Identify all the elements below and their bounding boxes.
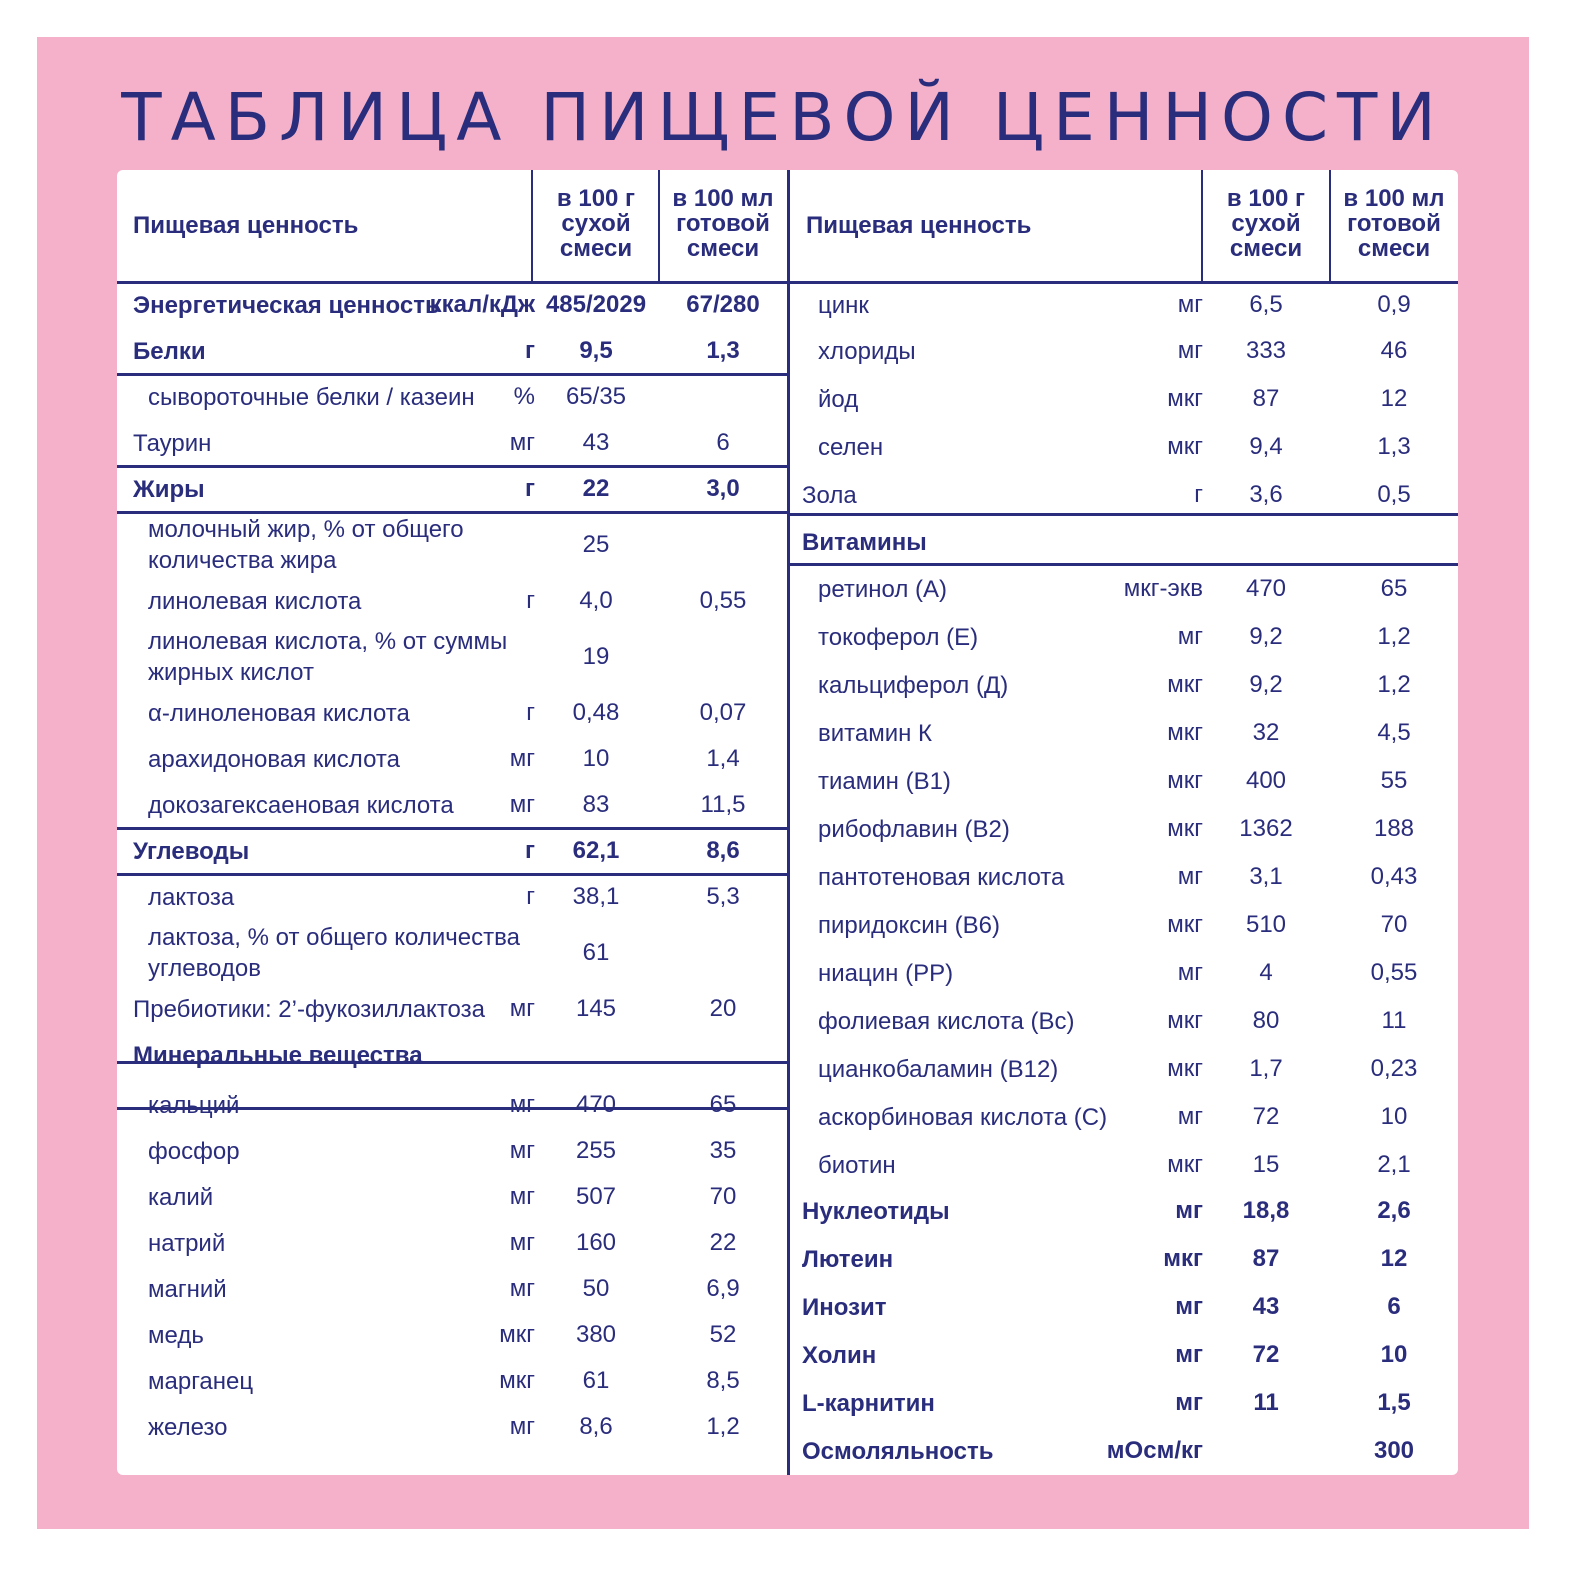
nutrient-name: Таурин	[133, 429, 212, 457]
value-ready: 12	[1380, 385, 1408, 412]
value-ready: 188	[1373, 815, 1415, 842]
table-row	[790, 614, 1458, 660]
value-dry: 72	[1252, 1341, 1280, 1368]
value-dry: 3,1	[1249, 863, 1283, 890]
value-ready: 67/280	[686, 291, 760, 318]
nutrient-name: лактоза, % от общего количества углеводов	[148, 924, 520, 982]
table-row	[790, 902, 1458, 948]
value-ready: 35	[709, 1137, 737, 1164]
value-dry: 50	[582, 1275, 610, 1302]
value-ready: 0,5	[1377, 481, 1411, 508]
unit: мг	[1175, 1389, 1203, 1416]
table-row	[790, 376, 1458, 422]
table-row	[790, 518, 1458, 566]
value-dry: 510	[1245, 911, 1287, 938]
unit: мкг	[499, 1321, 535, 1348]
value-dry: 83	[582, 791, 610, 818]
unit: мкг	[1167, 385, 1203, 412]
value-ready: 0,55	[699, 587, 747, 614]
nutrient-name: пантотеновая кислота	[818, 863, 1065, 891]
value-ready: 0,23	[1370, 1055, 1418, 1082]
table-row	[790, 1428, 1458, 1474]
value-dry: 4,0	[579, 587, 613, 614]
value-dry: 72	[1252, 1103, 1280, 1130]
value-ready: 8,6	[706, 837, 740, 864]
value-dry: 6,5	[1249, 291, 1283, 318]
value-ready: 0,55	[1370, 959, 1418, 986]
value-dry: 10	[582, 745, 610, 772]
value-ready: 1,2	[1377, 623, 1411, 650]
nutrient-name: сывороточные белки / казеин	[148, 383, 475, 411]
nutrient-name: L-карнитин	[802, 1389, 935, 1417]
table-row	[117, 512, 787, 578]
nutrient-name: селен	[818, 433, 884, 461]
left-header	[117, 170, 787, 282]
table-row	[790, 328, 1458, 374]
table-row	[117, 782, 787, 828]
value-ready: 0,43	[1370, 863, 1418, 890]
unit: мг	[1175, 1293, 1203, 1320]
value-ready: 20	[709, 995, 737, 1022]
value-dry: 470	[1245, 575, 1287, 602]
unit: г	[525, 837, 535, 864]
nutrient-name: натрий	[148, 1229, 226, 1257]
unit: мг	[509, 1137, 535, 1164]
value-dry: 22	[582, 475, 610, 502]
unit: мг	[509, 1229, 535, 1256]
header-col-ready: в 100 мл готовой смеси	[672, 185, 774, 262]
value-dry	[1203, 518, 1329, 566]
value-ready: 55	[1380, 767, 1408, 794]
value-dry: 87	[1252, 385, 1280, 412]
nutrient-name: цианкобаламин (В12)	[818, 1055, 1059, 1083]
table-row	[117, 624, 787, 690]
table-row	[117, 1266, 787, 1312]
table-row	[117, 920, 787, 986]
nutrient-name: медь	[148, 1321, 204, 1349]
table-row	[117, 374, 787, 420]
unit: мкг	[1167, 1151, 1203, 1178]
unit: мг	[1175, 1341, 1203, 1368]
unit: мкг	[1167, 815, 1203, 842]
nutrient-name: Лютеин	[802, 1245, 894, 1273]
table-row	[117, 1220, 787, 1266]
value-dry: 1362	[1239, 815, 1293, 842]
nutrient-name: Зола	[802, 481, 857, 509]
value-ready: 22	[709, 1229, 737, 1256]
value-ready: 12	[1380, 1245, 1408, 1272]
value-ready: 65	[709, 1091, 737, 1118]
nutrient-name: линолевая кислота	[148, 587, 362, 615]
unit: мг	[509, 745, 535, 772]
value-ready: 5,3	[706, 883, 740, 910]
value-dry: 61	[582, 1367, 610, 1394]
nutrient-name: Холин	[802, 1341, 877, 1369]
unit: мг	[1175, 1197, 1203, 1224]
value-ready	[660, 920, 786, 986]
table-row	[117, 282, 787, 328]
value-ready: 1,2	[1377, 671, 1411, 698]
nutrient-name: цинк	[818, 291, 869, 319]
value-ready: 3,0	[706, 475, 740, 502]
nutrient-name: хлориды	[818, 337, 916, 365]
value-ready: 1,2	[706, 1413, 740, 1440]
value-ready: 70	[1380, 911, 1408, 938]
nutrient-name: токоферол (Е)	[818, 623, 979, 651]
right-header	[790, 170, 1458, 282]
value-dry: 145	[575, 995, 617, 1022]
nutrient-name: Энергетическая ценность	[133, 291, 440, 319]
table-row	[790, 854, 1458, 900]
nutrient-name: молочный жир, % от общего количества жира	[148, 516, 464, 574]
nutrient-name: Витамины	[802, 528, 927, 556]
unit: мг	[509, 791, 535, 818]
unit: г	[526, 587, 535, 614]
unit: мг	[509, 1275, 535, 1302]
nutrient-name: пиридоксин (В6)	[818, 911, 1000, 939]
nutrient-name: калий	[148, 1183, 214, 1211]
value-dry: 1,7	[1249, 1055, 1283, 1082]
table-row	[790, 472, 1458, 518]
nutrient-name: йод	[818, 385, 859, 413]
table-row	[117, 736, 787, 782]
table-row	[790, 1332, 1458, 1378]
table-row	[790, 424, 1458, 470]
nutrient-name: арахидоновая кислота	[148, 745, 400, 773]
value-dry: 9,2	[1249, 671, 1283, 698]
nutrient-name: Белки	[133, 337, 206, 365]
value-dry: 9,5	[579, 337, 613, 364]
value-ready: 1,3	[1377, 433, 1411, 460]
value-dry: 8,6	[579, 1413, 613, 1440]
unit: г	[1194, 481, 1203, 508]
page-title: ТАБЛИЦА ПИЩЕВОЙ ЦЕННОСТИ	[121, 79, 1445, 156]
value-ready: 8,5	[706, 1367, 740, 1394]
nutrient-name: железо	[148, 1413, 228, 1441]
nutrient-name: ретинол (А)	[818, 575, 948, 603]
nutrient-name: Нуклеотиды	[802, 1197, 950, 1225]
value-dry: 61	[582, 939, 610, 966]
table-row	[117, 466, 787, 512]
unit: мкг	[1167, 671, 1203, 698]
unit: мг	[509, 995, 535, 1022]
right-column	[790, 170, 1458, 1475]
value-dry: 43	[1252, 1293, 1280, 1320]
table-row	[117, 1358, 787, 1404]
table-row	[790, 758, 1458, 804]
table-row	[790, 1236, 1458, 1282]
value-dry	[1203, 1428, 1329, 1474]
value-dry: 25	[582, 531, 610, 558]
value-dry: 507	[575, 1183, 617, 1210]
unit: г	[526, 699, 535, 726]
header-col-ready: в 100 мл готовой смеси	[1343, 185, 1445, 262]
value-ready	[660, 512, 786, 578]
value-dry: 0,48	[572, 699, 620, 726]
value-ready: 300	[1373, 1437, 1415, 1464]
table-row	[790, 950, 1458, 996]
value-ready	[660, 1032, 786, 1078]
unit: мг	[509, 1413, 535, 1440]
value-ready	[660, 374, 786, 420]
value-dry: 87	[1252, 1245, 1280, 1272]
unit: мг	[509, 1183, 535, 1210]
value-dry: 9,2	[1249, 623, 1283, 650]
header-name: Пищевая ценность	[806, 212, 1032, 239]
value-ready: 10	[1380, 1341, 1408, 1368]
unit: мкг	[1163, 1245, 1203, 1272]
value-dry: 3,6	[1249, 481, 1283, 508]
value-dry: 485/2029	[545, 291, 647, 318]
unit: г	[526, 883, 535, 910]
table-row	[790, 566, 1458, 612]
value-dry: 80	[1252, 1007, 1280, 1034]
value-ready: 1,5	[1377, 1389, 1411, 1416]
nutrient-name: Минеральные вещества	[133, 1041, 423, 1069]
nutrient-name: Углеводы	[133, 837, 250, 865]
nutrient-name: Пребиотики: 2’-фукозиллактоза	[133, 995, 485, 1023]
unit: мг	[509, 1091, 535, 1118]
unit: мг	[509, 429, 535, 456]
table-row	[117, 328, 787, 374]
table-row	[790, 806, 1458, 852]
value-ready: 1,3	[706, 337, 740, 364]
unit: мкг	[1167, 433, 1203, 460]
value-dry: 380	[575, 1321, 617, 1348]
nutrient-name: лактоза	[148, 883, 235, 911]
value-dry: 65/35	[565, 383, 627, 410]
unit: мОсм/кг	[1106, 1437, 1203, 1464]
nutrient-name: марганец	[148, 1367, 254, 1395]
unit: мкг	[1167, 911, 1203, 938]
table-row	[117, 578, 787, 624]
value-ready: 2,6	[1377, 1197, 1411, 1224]
unit: мкг	[499, 1367, 535, 1394]
value-ready: 10	[1380, 1103, 1408, 1130]
nutrient-name: кальций	[148, 1091, 240, 1119]
table-row	[117, 690, 787, 736]
value-ready: 11	[1381, 1007, 1407, 1034]
value-dry: 160	[575, 1229, 617, 1256]
value-dry: 18,8	[1242, 1197, 1290, 1224]
value-ready: 0,07	[699, 699, 747, 726]
table-row	[117, 1128, 787, 1174]
value-dry: 11	[1253, 1389, 1279, 1416]
header-col-dry: в 100 г сухой смеси	[1226, 185, 1306, 262]
value-dry: 19	[582, 643, 610, 670]
unit: мг	[1177, 1103, 1203, 1130]
value-dry: 43	[582, 429, 610, 456]
value-dry: 15	[1252, 1151, 1280, 1178]
unit: мкг	[1167, 767, 1203, 794]
table-row	[117, 828, 787, 874]
value-dry: 32	[1252, 719, 1280, 746]
table-row	[790, 1284, 1458, 1330]
table-row	[790, 710, 1458, 756]
table-row	[117, 1404, 787, 1450]
nutrient-name: Инозит	[802, 1293, 887, 1321]
nutrient-name: ниацин (РР)	[818, 959, 954, 987]
unit: %	[513, 383, 535, 410]
unit: мкг-экв	[1123, 575, 1203, 602]
nutrient-name: биотин	[818, 1151, 896, 1179]
value-dry: 400	[1245, 767, 1287, 794]
nutrient-name: Жиры	[133, 475, 205, 503]
value-dry: 38,1	[572, 883, 620, 910]
value-ready: 46	[1380, 337, 1408, 364]
table-row	[117, 986, 787, 1032]
left-column	[117, 170, 787, 1475]
value-ready: 11,5	[700, 791, 746, 818]
nutrient-name: линолевая кислота, % от суммы жирных кислот	[148, 628, 508, 686]
value-dry: 9,4	[1249, 433, 1283, 460]
unit: г	[525, 337, 535, 364]
table-row	[117, 1082, 787, 1128]
table-row	[790, 1188, 1458, 1234]
unit: мкг	[1167, 1007, 1203, 1034]
nutrient-name: фосфор	[148, 1137, 240, 1165]
nutrient-name: витамин К	[818, 719, 933, 747]
value-ready: 6	[1387, 1293, 1401, 1320]
value-ready: 70	[709, 1183, 737, 1210]
unit: мг	[1177, 863, 1203, 890]
value-ready: 6,9	[706, 1275, 740, 1302]
unit: мг	[1177, 959, 1203, 986]
value-ready: 2,1	[1377, 1151, 1411, 1178]
nutrient-name: кальциферол (Д)	[818, 671, 1009, 699]
value-ready	[660, 624, 786, 690]
value-dry: 62,1	[572, 837, 620, 864]
value-ready: 65	[1380, 575, 1408, 602]
nutrient-name: фолиевая кислота (Вс)	[818, 1007, 1075, 1035]
unit: мг	[1177, 623, 1203, 650]
unit: мкг	[1167, 719, 1203, 746]
table-row	[117, 420, 787, 466]
nutrient-name: Осмоляльность	[802, 1437, 994, 1465]
value-ready: 6	[716, 429, 730, 456]
nutrient-name: α-линоленовая кислота	[148, 699, 410, 727]
table-row	[117, 1312, 787, 1358]
unit: г	[525, 475, 535, 502]
value-ready: 1,4	[706, 745, 740, 772]
unit: ккал/кДж	[429, 291, 535, 318]
table-row	[790, 998, 1458, 1044]
value-dry: 255	[575, 1137, 617, 1164]
table-row	[117, 1032, 787, 1078]
table-row	[790, 1094, 1458, 1140]
nutrient-name: магний	[148, 1275, 227, 1303]
unit: мкг	[1167, 1055, 1203, 1082]
unit: мг	[1177, 291, 1203, 318]
value-ready: 52	[709, 1321, 737, 1348]
table-row	[790, 1142, 1458, 1188]
table-row	[790, 662, 1458, 708]
value-ready: 4,5	[1377, 719, 1411, 746]
table-row	[790, 282, 1458, 328]
value-dry: 333	[1245, 337, 1287, 364]
value-dry	[533, 1032, 659, 1078]
value-dry: 470	[575, 1091, 617, 1118]
value-ready	[1331, 518, 1457, 566]
table-row	[117, 874, 787, 920]
nutrient-name: докозагексаеновая кислота	[148, 791, 454, 819]
nutrition-table	[117, 170, 1458, 1475]
table-row	[790, 1046, 1458, 1092]
table-row	[117, 1174, 787, 1220]
nutrient-name: рибофлавин (В2)	[818, 815, 1010, 843]
unit: мг	[1177, 337, 1203, 364]
nutrient-name: тиамин (В1)	[818, 767, 951, 795]
table-row	[790, 1380, 1458, 1426]
value-dry: 4	[1259, 959, 1273, 986]
header-name: Пищевая ценность	[133, 212, 359, 239]
value-ready: 0,9	[1377, 291, 1411, 318]
nutrient-name: аскорбиновая кислота (С)	[818, 1103, 1108, 1131]
header-col-dry: в 100 г сухой смеси	[556, 185, 636, 262]
